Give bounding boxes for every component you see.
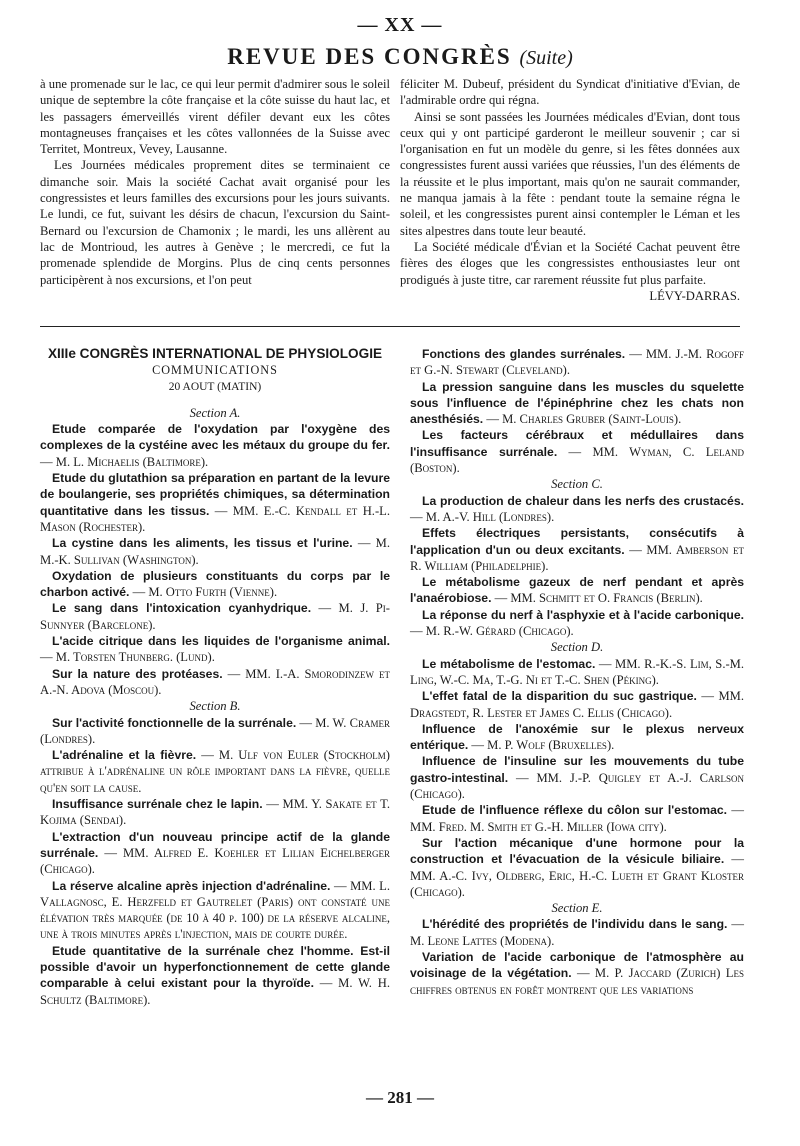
communication-entry: [410, 835, 744, 900]
communication-title: Etude du glutathion sa préparation en partant de la levure de boulangerie, ses propriétés chimiques, sa détermination quantitative dans les tissus.: [40, 471, 390, 518]
communication-authors: — M. W. Cramer (Londres).: [40, 715, 390, 746]
communication-entry: [410, 688, 744, 721]
section-divider: [40, 326, 740, 327]
communication-entry: [410, 607, 744, 640]
communication-entry: [40, 633, 390, 666]
page-title: [0, 44, 800, 70]
communication-title: Sur l'activité fonctionnelle de la surrénale.: [52, 715, 297, 730]
communication-entry: [40, 421, 390, 470]
communication-entry: [40, 568, 390, 601]
signature: LÉVY-DARRAS.: [649, 288, 740, 303]
communication-authors: — M. P. Wolf (Bruxelles).: [468, 738, 615, 753]
communication-entry: [410, 721, 744, 754]
paragraph-text: La Société médicale d'Évian et la Société Cachat peuvent être fières des éloges que les congressistes enthousiastes leur ont prodigués à juste titre, car rarement réussite fut plus parfaite.: [400, 239, 740, 287]
section-heading-d: Section D.: [550, 640, 604, 655]
paragraph: féliciter M. Dubeuf, président du Syndicat d'initiative d'Evian, de l'admirable ordre qui régna.: [400, 77, 740, 108]
communication-title: L'acide citrique dans les liquides de l'organisme animal.: [52, 634, 390, 649]
page-roman-number: — XX —: [357, 14, 443, 36]
section-e-list: [410, 916, 744, 997]
communication-authors: — M. L. Michaelis (Baltimore).: [40, 454, 209, 469]
communication-authors: — MM. J.-M. Rogoff et G.-N. Stewart (Cleveland).: [410, 347, 744, 378]
communication-authors: — MM. E.-C. Kendall et H.-L. Mason (Rochester).: [40, 503, 390, 534]
section-heading-c: Section C.: [551, 477, 603, 492]
communication-title: Le sang dans l'intoxication cyanhydrique.: [52, 601, 312, 616]
communications-heading: COMMUNICATIONS: [152, 363, 278, 378]
page-number: — 281 —: [366, 1088, 434, 1107]
communication-entry: [40, 666, 390, 699]
communication-title: Etude comparée de l'oxydation par l'oxygène des complexes de la cystéine avec les métaux du groupe du fer.: [40, 422, 390, 453]
communication-authors: — M. Ulf von Euler (Stockholm) attribue à l'adrénaline un rôle important dans la fièvre, quelle qu'en soit la cause.: [40, 748, 390, 795]
communication-authors: — MM. Schmitt et O. Francis (Berlin).: [491, 591, 703, 606]
communication-entry: [410, 379, 744, 428]
communication-authors: — MM. Dragstedt, R. Lester et James C. Ellis (Chicago).: [410, 689, 745, 720]
communication-authors: — M. M.-K. Sullivan (Washington).: [40, 536, 390, 567]
congress-title: XIIIe CONGRÈS INTERNATIONAL DE PHYSIOLOGIE: [47, 346, 383, 361]
communication-entry: [40, 796, 390, 829]
communication-title: Insuffisance surrénale chez le lapin.: [52, 797, 263, 812]
communication-authors: — MM. Alfred E. Koehler et Lilian Eichelberger (Chicago).: [40, 845, 390, 877]
paragraph: à une promenade sur le lac, ce qui leur permit d'admirer sous le soleil unique de septembre la côte française et la côte suisse du haut lac, et les passagers émerveillés virent défiler devant eux les côtes montagneuses françaises et les côtes vallonnées de la Suisse avec Territet, Montreux, Vevey, Lausanne.: [40, 77, 390, 157]
communication-entry: [410, 525, 744, 574]
title-suffix: (Suite): [519, 47, 573, 69]
communication-authors: — M. W. H. Schultz (Baltimore).: [40, 976, 391, 1007]
top-left-column: [40, 76, 390, 288]
communication-entry: [410, 346, 744, 379]
communication-title: La réponse du nerf à l'asphyxie et à l'acide carbonique.: [422, 607, 744, 622]
communication-title: Le métabolisme de l'estomac.: [422, 656, 596, 671]
communication-authors: — M. Torsten Thunberg. (Lund).: [40, 650, 215, 665]
communication-title: L'extraction d'un nouveau principe actif de la glande surrénale.: [40, 829, 390, 860]
communication-entry: [410, 656, 744, 689]
communication-entry: [40, 535, 390, 568]
communication-entry: [410, 427, 744, 476]
communication-title: La production de chaleur dans les nerfs des crustacés.: [422, 493, 744, 508]
title-main: REVUE DES CONGRÈS: [227, 44, 512, 69]
communication-title: L'hérédité des propriétés de l'individu dans le sang.: [422, 917, 728, 932]
communication-authors: — MM. Amberson et R. William (Philadelphie).: [410, 542, 744, 573]
communication-authors: — M. Charles Gruber (Saint-Louis).: [483, 412, 682, 427]
section-b-continued-list: [410, 346, 744, 476]
session-date: 20 AOUT (MATIN): [168, 380, 262, 393]
section-heading-b: Section B.: [189, 699, 241, 714]
communication-title: L'adrénaline et la fièvre.: [52, 748, 197, 763]
communication-entry: [410, 802, 744, 835]
bottom-right-column: [410, 346, 744, 998]
communication-entry: [410, 574, 744, 607]
paragraph: Ainsi se sont passées les Journées médicales d'Evian, dont tous ceux qui y ont participé garderont le meilleur souvenir ; car si l'organisation en fut un modèle du genre, si les fêtes données aux congressistes furent aussi variées que réussies, l'un des éléments de la réussite et le plus important, mais qu'on ne saurait commander, ne manqua jamais à la fête : pendant toute la semaine régna le soleil, et les congressistes purent ainsi contempler le Léman et les sites alpestres dans toute leur beauté.: [400, 109, 740, 238]
section-c-list: [410, 493, 744, 640]
communication-authors: — MM. Y. Sakate et T. Kojima (Sendai).: [40, 797, 390, 828]
communication-entry: [40, 943, 390, 1008]
communication-authors: — MM. L. Vallagnosc, E. Herzfeld et Gautrelet (Paris) ont constaté une élévation très marquée (de 10 à 40 p. 100) de la réserve alcaline, une à trois minutes après l'injection, mais de courte durée.: [40, 878, 390, 942]
communication-authors: — M. P. Jaccard (Zurich) Les chiffres obtenus en forêt montrent que les variations: [410, 966, 744, 997]
communication-title: Effets électriques persistants, consécutifs à l'application d'un ou deux excitants.: [410, 526, 744, 557]
bottom-left-column: [40, 346, 390, 1008]
communication-title: L'effet fatal de la disparition du suc gastrique.: [422, 689, 697, 704]
communication-entry: [40, 829, 390, 878]
communication-authors: — MM. J.-P. Quigley et A.-J. Carlson (Chicago).: [410, 770, 744, 802]
communication-authors: — M. A.-V. Hill (Londres).: [410, 509, 555, 524]
communication-entry: [40, 600, 390, 633]
paragraph: Les Journées médicales proprement dites se terminaient ce dimanche soir. Mais la société Cachat avait organisé pour les congressistes et leurs familles des excursions pour les jours suivants. Le lundi, ce fut, suivant les désirs de chacun, l'excursion du Saint-Bernard ou l'excursion de Chamonix ; le mardi, les uns allèrent au lac de Montrioud, les autres à Genève ; le mercredi, ce fut la promenade splendide de Morgins. Plus de cinq cents personnes participèrent à nos excursions, et l'on peut: [40, 158, 390, 287]
communication-title: Influence de l'insuline sur les mouvements du tube gastro-intestinal.: [410, 754, 744, 785]
communication-authors: — MM. A.-C. Ivy, Oldberg, Eric, H.-C. Lueth et Grant Kloster (Chicago).: [410, 852, 745, 899]
communication-title: Les facteurs cérébraux et médullaires dans l'insuffisance surrénale.: [410, 428, 744, 459]
communication-title: La cystine dans les aliments, les tissus et l'urine.: [52, 536, 353, 551]
communication-title: Sur l'action mécanique d'une hormone pour la construction et l'évacuation de la vésicule biliaire.: [410, 835, 744, 867]
communication-entry: [40, 715, 390, 748]
communication-title: La pression sanguine dans les muscles du squelette sous l'influence de l'épinéphrine chez les chats non anesthésiés.: [410, 379, 744, 427]
communication-entry: [40, 878, 390, 943]
section-heading-e: Section E.: [551, 901, 603, 916]
communication-title: Influence de l'anoxémie sur le plexus nerveux entérique.: [410, 721, 744, 753]
section-b-list: [40, 715, 390, 1008]
section-a-list: [40, 421, 390, 698]
communication-authors: — MM. R.-K.-S. Lim, S.-M. Ling, W.-C. Ma, T.-G. Ni et T.-C. Shen (Péking).: [410, 656, 745, 687]
top-right-column: [400, 76, 740, 304]
communication-entry: [410, 493, 744, 526]
communication-authors: — M. R.-W. Gérard (Chicago).: [410, 624, 574, 639]
communication-entry: [410, 916, 744, 949]
communication-title: Le métabolisme gazeux de nerf pendant et après l'anaérobiose.: [410, 575, 744, 606]
communication-authors: — M. J. Pi-Sunnyer (Barcelone).: [40, 601, 390, 632]
communication-authors: — MM. I.-A. Smorodinzew et A.-N. Adova (Moscou).: [40, 666, 390, 697]
communication-authors: — M. Otto Furth (Vienne).: [129, 585, 278, 600]
communication-entry: [410, 949, 744, 998]
section-heading-a: Section A.: [189, 405, 241, 420]
communication-authors: — M. Leone Lattes (Modena).: [410, 917, 744, 948]
communication-title: Etude quantitative de la surrénale chez l'homme. Est-il possible d'avoir un hyperfonctionnement de cette glande comparable à celui existant pour la thyroïde.: [40, 943, 390, 991]
communication-authors: — MM. Wyman, C. Leland (Boston).: [410, 444, 744, 476]
communication-title: Variation de l'acide carbonique de l'atmosphère au voisinage de la végétation.: [410, 949, 744, 981]
communication-title: Oxydation de plusieurs constituants du corps par le charbon activé.: [40, 568, 390, 600]
paragraph: [400, 239, 740, 303]
communication-title: Sur la nature des protéases.: [52, 666, 223, 681]
communication-title: La réserve alcaline après injection d'adrénaline.: [52, 878, 331, 893]
communication-entry: [410, 753, 744, 802]
section-d-list: [410, 656, 744, 900]
communication-entry: [40, 470, 390, 535]
communication-title: Etude de l'influence réflexe du côlon sur l'estomac.: [422, 803, 728, 818]
communication-entry: [40, 747, 390, 796]
communication-title: Fonctions des glandes surrénales.: [422, 347, 626, 361]
communication-authors: — MM. Fred. M. Smith et G.-H. Miller (Iowa city).: [410, 803, 744, 834]
